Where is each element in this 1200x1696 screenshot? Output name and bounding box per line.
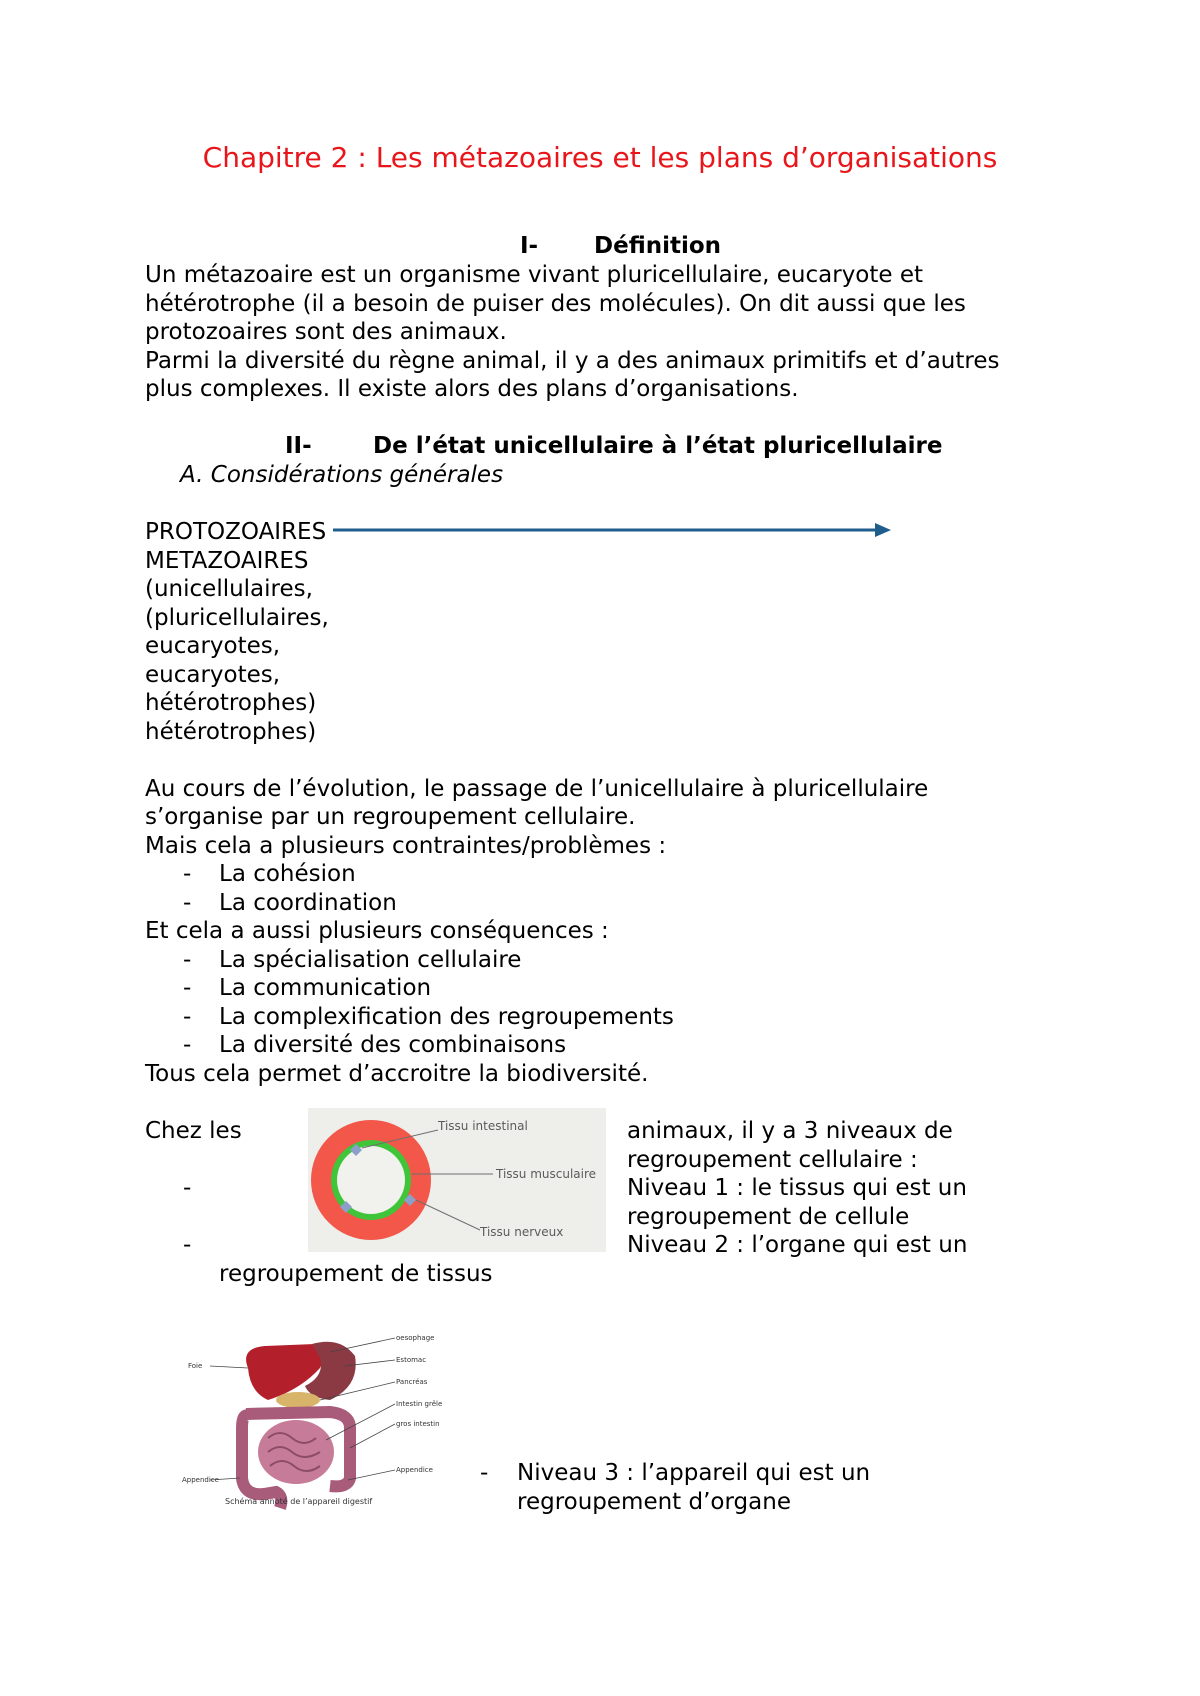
definition-line: plus complexes. Il existe alors des plans d’organisations. (145, 376, 799, 402)
level-1-text: regroupement de cellule (627, 1204, 910, 1230)
paragraph-line: s’organise par un regroupement cellulaire. (145, 804, 636, 830)
section-2-heading: De l’état unicellulaire à l’état pluricellulaire (373, 433, 943, 459)
levels-intro-left: Chez les (145, 1118, 242, 1144)
conclusion-line: Tous cela permet d’accroitre la biodiversité. (145, 1061, 649, 1087)
paragraph-line: Mais cela a plusieurs contraintes/problèmes : (145, 833, 667, 859)
bullet-dash: - (183, 890, 192, 916)
tissue-label: Tissu musculaire (496, 1167, 597, 1181)
organism-list-line: (unicellulaires, (145, 576, 313, 602)
bullet-dash: - (480, 1460, 489, 1486)
digestive-label: Foie (188, 1362, 203, 1370)
definition-line: Un métazoaire est un organisme vivant pluricellulaire, eucaryote et (145, 262, 924, 288)
section-1-heading: Définition (594, 233, 722, 259)
consequences-intro: Et cela a aussi plusieurs conséquences : (145, 918, 609, 944)
bullet-dash: - (183, 975, 192, 1001)
digestive-label: Appendice (396, 1466, 433, 1474)
bullet-dash: - (183, 947, 192, 973)
bullet-dash: - (183, 1232, 192, 1258)
tissue-figure (308, 1108, 606, 1252)
organism-list-line: PROTOZOAIRES (145, 519, 327, 545)
digestive-caption: Schéma annoté de l’appareil digestif (225, 1497, 373, 1506)
paragraph-line: Au cours de l’évolution, le passage de l’unicellulaire à pluricellulaire (145, 776, 929, 802)
organism-list-line: eucaryotes, (145, 662, 281, 688)
organism-list-line: eucaryotes, (145, 633, 281, 659)
organism-list-line: METAZOAIRES (145, 548, 309, 574)
digestive-label: Intestin grêle (396, 1400, 443, 1408)
level-3-text: Niveau 3 : l’appareil qui est un (517, 1460, 871, 1486)
level-1-text: Niveau 1 : le tissus qui est un (627, 1175, 967, 1201)
digestive-label: oesophage (396, 1334, 435, 1342)
digestive-label: Appendice (182, 1476, 219, 1484)
digestive-label: Pancréas (396, 1378, 428, 1386)
definition-line: hétérotrophe (il a besoin de puiser des molécules). On dit aussi que les (145, 291, 966, 317)
constraint-item: La cohésion (219, 861, 356, 887)
consequence-item: La communication (219, 975, 432, 1001)
organism-list-line: (pluricellulaires, (145, 605, 329, 631)
levels-intro-right: animaux, il y a 3 niveaux de (627, 1118, 953, 1144)
section-2-number: II- (285, 433, 312, 459)
bullet-dash: - (183, 1032, 192, 1058)
constraint-item: La coordination (219, 890, 397, 916)
tissue-label: Tissu intestinal (438, 1119, 528, 1133)
bullet-dash: - (183, 1175, 192, 1201)
levels-intro-right: regroupement cellulaire : (627, 1147, 918, 1173)
bullet-dash: - (183, 1004, 192, 1030)
definition-line: Parmi la diversité du règne animal, il y a des animaux primitifs et d’autres (145, 348, 1000, 374)
digestive-label: gros intestin (396, 1420, 440, 1428)
level-2-text: Niveau 2 : l’organe qui est un (627, 1232, 968, 1258)
digestive-system-figure (180, 1328, 443, 1508)
organism-list-line: hétérotrophes) (145, 719, 317, 745)
consequence-item: La spécialisation cellulaire (219, 947, 522, 973)
consequence-item: La diversité des combinaisons (219, 1032, 567, 1058)
page-title: Chapitre 2 : Les métazoaires et les plans d’organisations (202, 141, 998, 174)
level-2-text: regroupement de tissus (219, 1261, 493, 1287)
tissue-label: Tissu nerveux (480, 1225, 564, 1239)
organism-list-line: hétérotrophes) (145, 690, 317, 716)
definition-line: protozoaires sont des animaux. (145, 319, 507, 345)
digestive-label: Estomac (396, 1356, 427, 1364)
section-1-number: I- (520, 233, 539, 259)
subsection-a-heading: A. Considérations générales (180, 462, 504, 488)
bullet-dash: - (183, 861, 192, 887)
consequence-item: La complexification des regroupements (219, 1004, 674, 1030)
level-3-text: regroupement d’organe (517, 1489, 791, 1515)
evolution-arrow (325, 518, 895, 542)
